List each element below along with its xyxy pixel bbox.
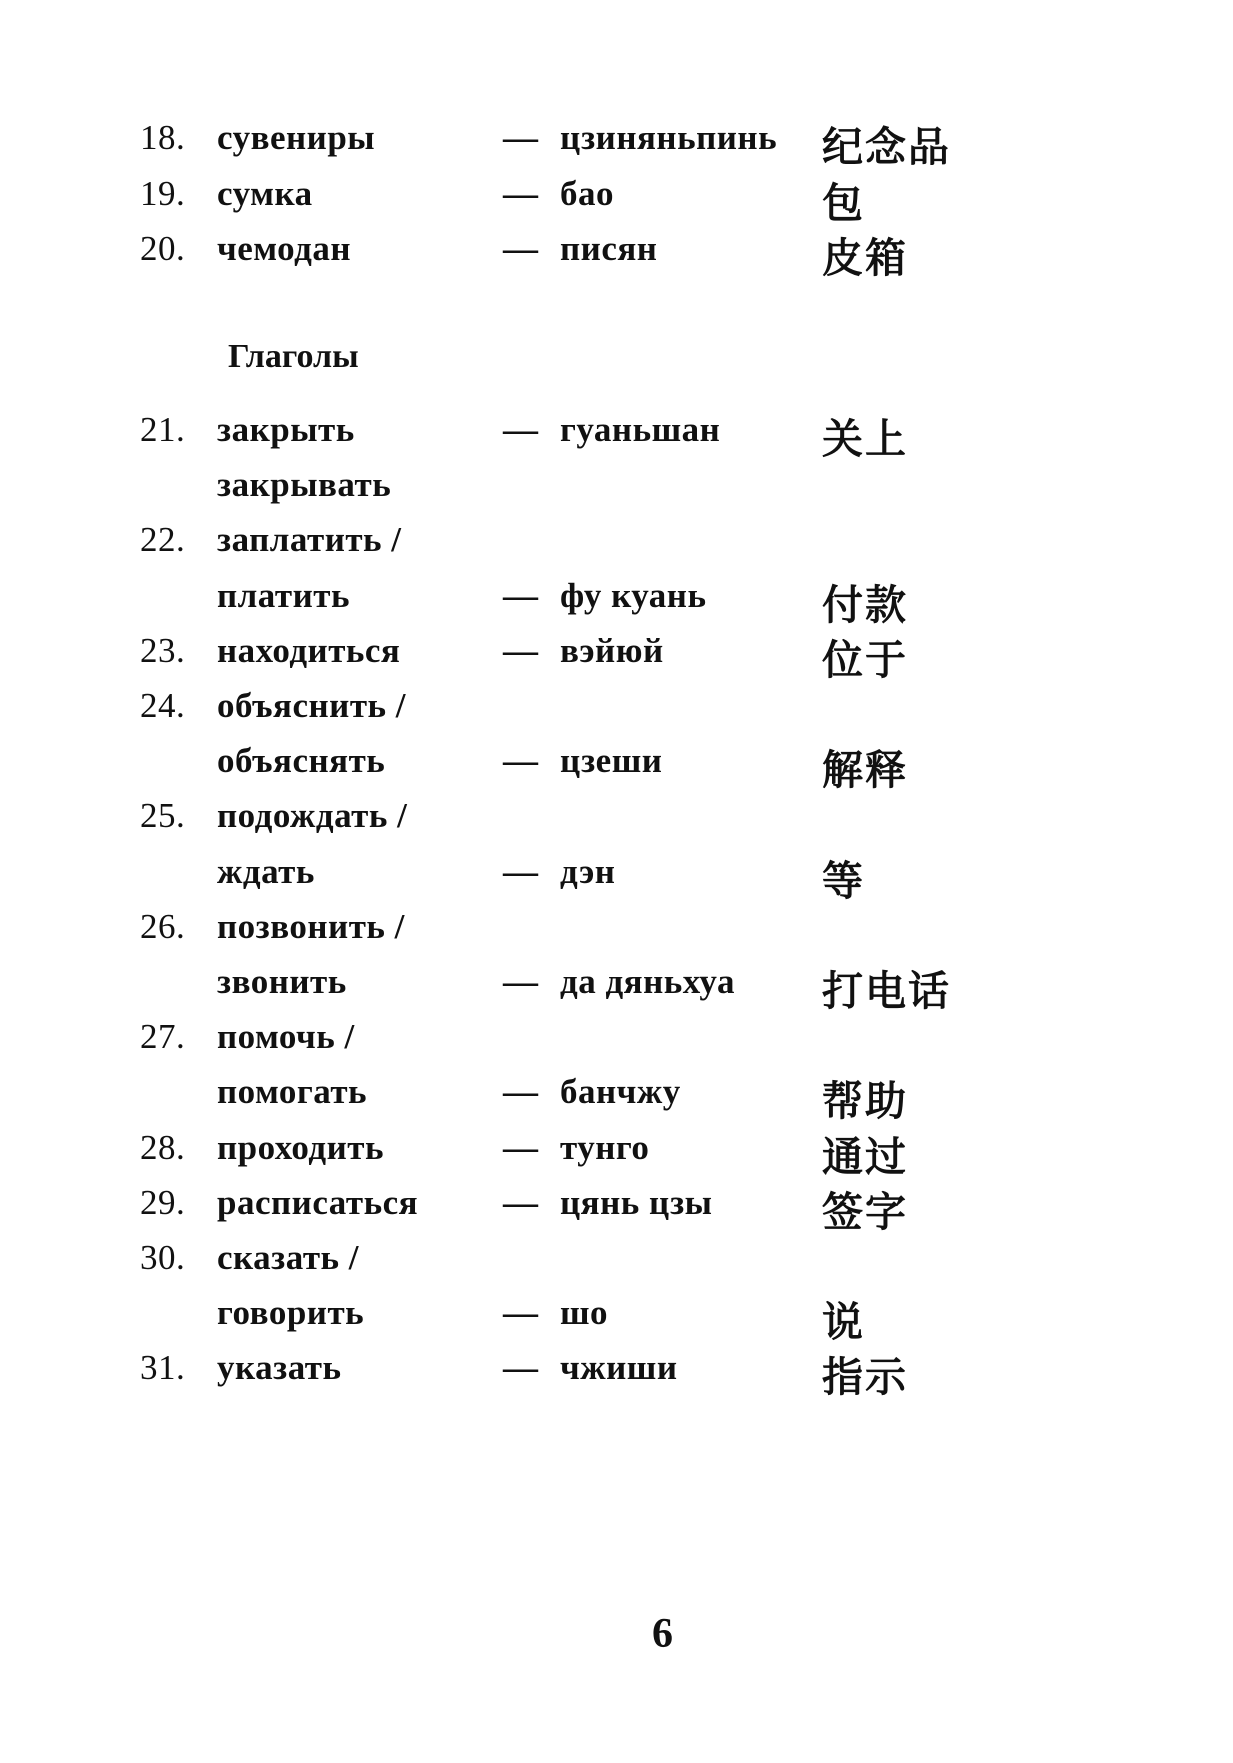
chinese-characters: 纪念品 <box>822 123 951 171</box>
vocabulary-line <box>0 678 1233 734</box>
entry-number: 18. <box>140 118 186 157</box>
vocabulary-line <box>0 166 1233 227</box>
transliteration: дэн <box>560 851 616 891</box>
vocabulary-line <box>0 1340 1233 1402</box>
vocabulary-line <box>0 1120 1233 1181</box>
transliteration: писян <box>560 229 658 268</box>
chinese-characters: 通过 <box>822 1132 908 1181</box>
vocabulary-line <box>0 733 1233 795</box>
vocabulary-line <box>0 1009 1233 1065</box>
russian-word: закрывать <box>217 465 392 505</box>
russian-word: сказать / <box>217 1238 360 1277</box>
russian-word: объяснить / <box>217 686 407 725</box>
russian-word: позвонить / <box>217 906 405 946</box>
russian-word: сувениры <box>217 118 376 157</box>
chinese-characters: 关上 <box>822 415 908 463</box>
dash-separator: — <box>503 229 538 268</box>
russian-word: ждать <box>217 851 315 891</box>
transliteration: банчжу <box>560 1072 681 1112</box>
dash-separator: — <box>503 1127 538 1167</box>
transliteration: гуаньшан <box>560 410 721 449</box>
russian-word: объяснять <box>217 741 386 781</box>
transliteration: цзиняньпинь <box>560 118 778 157</box>
entry-number: 23. <box>140 630 186 670</box>
vocabulary-line <box>0 1064 1233 1126</box>
russian-word: указать <box>217 1348 342 1388</box>
vocabulary-line <box>0 1230 1233 1286</box>
vocabulary-line <box>0 788 1233 844</box>
dash-separator: — <box>503 1348 538 1388</box>
vocabulary-line <box>0 623 1233 684</box>
dash-separator: — <box>503 741 538 781</box>
entry-number: 31. <box>140 1348 186 1388</box>
entry-number: 30. <box>140 1238 186 1277</box>
chinese-characters: 解释 <box>822 746 908 795</box>
russian-word: чемодан <box>217 229 352 268</box>
vocabulary-line <box>0 1175 1233 1236</box>
russian-word: говорить <box>217 1293 365 1333</box>
chinese-characters: 指示 <box>822 1353 908 1402</box>
dash-separator: — <box>503 575 538 615</box>
chinese-characters: 皮箱 <box>822 234 908 282</box>
dash-separator: — <box>503 410 538 449</box>
dash-separator: — <box>503 962 538 1001</box>
russian-word: платить <box>217 575 350 615</box>
russian-word: расписаться <box>217 1182 419 1222</box>
chinese-characters: 说 <box>822 1298 865 1347</box>
chinese-characters: 打电话 <box>822 967 951 1015</box>
entry-number: 27. <box>140 1017 186 1057</box>
transliteration: тунго <box>560 1127 650 1167</box>
dash-separator: — <box>503 1182 538 1222</box>
vocabulary-line <box>0 457 1233 513</box>
vocabulary-line <box>0 954 1233 1015</box>
entry-number: 24. <box>140 686 186 725</box>
chinese-characters: 位于 <box>822 635 908 684</box>
transliteration: чжиши <box>560 1348 678 1388</box>
entry-number: 29. <box>140 1182 186 1222</box>
entry-number: 28. <box>140 1127 186 1167</box>
dash-separator: — <box>503 851 538 891</box>
russian-word: закрыть <box>217 410 355 449</box>
russian-word: подождать / <box>217 796 408 836</box>
transliteration: вэйюй <box>560 630 664 670</box>
chinese-characters: 签字 <box>822 1187 908 1236</box>
entry-number: 20. <box>140 229 186 268</box>
chinese-characters: 包 <box>822 178 865 227</box>
entry-number: 21. <box>140 410 186 449</box>
chinese-characters: 付款 <box>822 580 908 629</box>
russian-word: заплатить / <box>217 520 402 560</box>
dash-separator: — <box>503 1293 538 1333</box>
russian-word: помогать <box>217 1072 368 1112</box>
transliteration: бао <box>560 173 614 213</box>
vocabulary-line <box>0 402 1233 463</box>
chinese-characters: 等 <box>822 856 865 905</box>
transliteration: цзеши <box>560 741 663 781</box>
entry-number: 26. <box>140 906 186 946</box>
transliteration: фу куань <box>560 575 707 615</box>
russian-word: помочь / <box>217 1017 355 1057</box>
vocabulary-line <box>0 1285 1233 1347</box>
section-heading: Глаголы <box>228 338 359 375</box>
russian-word: сумка <box>217 173 313 213</box>
dash-separator: — <box>503 630 538 670</box>
vocabulary-line <box>0 512 1233 568</box>
vocabulary-line <box>0 899 1233 955</box>
page-number: 6 <box>652 1611 673 1657</box>
transliteration: да дяньхуа <box>560 962 735 1001</box>
dash-separator: — <box>503 173 538 213</box>
vocabulary-line <box>0 844 1233 905</box>
entry-number: 19. <box>140 173 186 213</box>
vocabulary-line <box>0 568 1233 629</box>
chinese-characters: 帮助 <box>822 1077 908 1126</box>
entry-number: 22. <box>140 520 186 560</box>
dash-separator: — <box>503 118 538 157</box>
entry-number: 25. <box>140 796 186 836</box>
vocabulary-line <box>0 110 1233 171</box>
russian-word: проходить <box>217 1127 384 1167</box>
transliteration: цянь цзы <box>560 1182 713 1222</box>
russian-word: звонить <box>217 962 347 1001</box>
vocabulary-line <box>0 221 1233 282</box>
russian-word: находиться <box>217 630 401 670</box>
dash-separator: — <box>503 1072 538 1112</box>
transliteration: шо <box>560 1293 609 1333</box>
